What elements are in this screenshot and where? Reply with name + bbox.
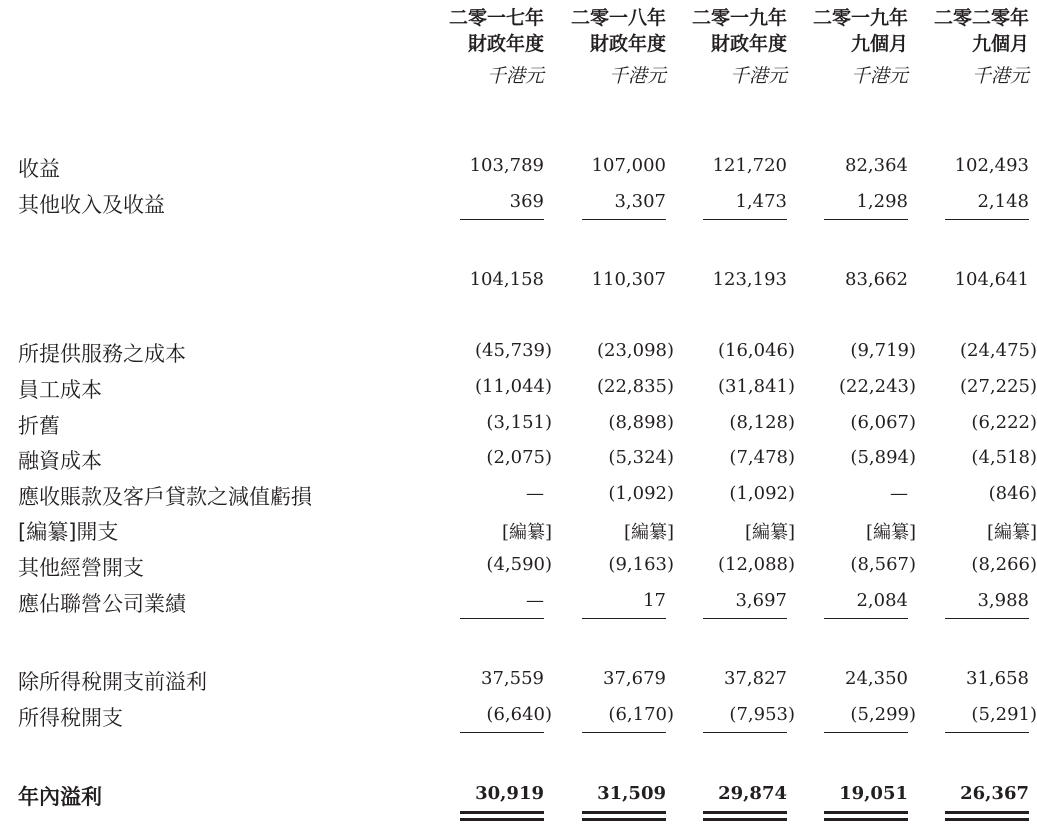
table-cell: 30,919 (475, 783, 544, 804)
table-row (0, 664, 1037, 696)
table-cell: (2,075) (486, 447, 552, 468)
table-row (0, 187, 1037, 219)
column-year: 二零二零年 (933, 7, 1029, 29)
row-label: 其他收入及收益 (18, 193, 165, 217)
table-cell: (8,266) (971, 554, 1037, 575)
table-cell: (4,590) (486, 554, 552, 575)
table-row (0, 700, 1037, 732)
table-cell: (8,567) (850, 554, 916, 575)
table-cell: (6,170) (608, 704, 674, 725)
table-cell: (31,841) (717, 376, 795, 397)
total-double-rule (460, 811, 544, 821)
row-label: 應收賬款及客戶貸款之減值虧損 (18, 485, 312, 509)
table-cell: (8,898) (608, 412, 674, 433)
table-cell: 83,662 (845, 269, 908, 290)
row-label: 應佔聯營公司業績 (18, 592, 186, 616)
row-label: 所提供服務之成本 (18, 342, 186, 366)
table-cell: (1,092) (608, 483, 674, 504)
column-year: 二零一九年 (691, 7, 787, 29)
table-cell: 369 (509, 191, 544, 212)
table-cell: 102,493 (954, 155, 1029, 176)
column-period: 財政年度 (589, 33, 666, 55)
row-label: [編纂]開支 (18, 520, 119, 544)
table-cell: 17 (643, 590, 666, 611)
table-cell: (1,092) (729, 483, 795, 504)
subtotal-rule (703, 219, 787, 220)
table-row (0, 336, 1037, 368)
table-cell: — (890, 483, 908, 504)
total-double-rule (582, 811, 666, 821)
column-header (414, 8, 544, 94)
table-cell: (22,243) (838, 376, 916, 397)
subtotal-rule (703, 732, 787, 733)
table-cell: (27,225) (959, 376, 1037, 397)
column-year: 二零一七年 (448, 7, 544, 29)
table-row (0, 265, 1037, 297)
subtotal-rule (824, 219, 908, 220)
subtotal-rule (945, 732, 1029, 733)
subtotal-rule (824, 732, 908, 733)
table-cell: — (526, 590, 544, 611)
table-cell: [編纂] (623, 522, 674, 543)
table-cell: (11,044) (474, 376, 552, 397)
subtotal-rule (703, 618, 787, 619)
table-cell: 110,307 (591, 269, 666, 290)
table-cell: (5,299) (850, 704, 916, 725)
table-cell: 3,697 (735, 590, 787, 611)
subtotal-rule (945, 618, 1029, 619)
row-label: 折舊 (18, 414, 60, 438)
column-header (536, 8, 666, 94)
column-year: 二零一九年 (812, 7, 908, 29)
table-cell: 104,641 (954, 269, 1029, 290)
table-cell: (23,098) (596, 340, 674, 361)
table-cell: 107,000 (591, 155, 666, 176)
table-cell: (7,953) (729, 704, 795, 725)
table-cell: 26,367 (960, 783, 1029, 804)
table-cell: (22,835) (596, 376, 674, 397)
table-cell: (5,324) (608, 447, 674, 468)
table-cell: (9,719) (850, 340, 916, 361)
table-cell: 1,298 (856, 191, 908, 212)
row-label: 融資成本 (18, 449, 102, 473)
table-cell: (12,088) (717, 554, 795, 575)
column-header (778, 8, 908, 94)
table-cell: (24,475) (959, 340, 1037, 361)
table-row (0, 151, 1037, 183)
table-row (0, 479, 1037, 511)
table-cell: 82,364 (845, 155, 908, 176)
table-cell: [編纂] (865, 522, 916, 543)
table-row (0, 586, 1037, 618)
table-cell: 123,193 (712, 269, 787, 290)
table-cell: 37,679 (603, 668, 666, 689)
table-cell: 29,874 (718, 783, 787, 804)
column-period: 財政年度 (467, 33, 544, 55)
table-cell: (846) (988, 483, 1037, 504)
table-row (0, 514, 1037, 546)
column-unit: 千港元 (608, 65, 666, 87)
subtotal-rule (824, 618, 908, 619)
row-label: 除所得稅開支前溢利 (18, 670, 207, 694)
total-double-rule (824, 811, 908, 821)
table-cell: 1,473 (735, 191, 787, 212)
total-double-rule (945, 811, 1029, 821)
table-cell: (4,518) (971, 447, 1037, 468)
table-cell: (5,291) (971, 704, 1037, 725)
table-cell: (5,894) (850, 447, 916, 468)
table-cell: 103,789 (469, 155, 544, 176)
table-cell: (8,128) (729, 412, 795, 433)
subtotal-rule (582, 219, 666, 220)
table-cell: [編纂] (986, 522, 1037, 543)
subtotal-rule (460, 219, 544, 220)
table-cell: 104,158 (469, 269, 544, 290)
table-row (0, 443, 1037, 475)
table-cell: (7,478) (729, 447, 795, 468)
row-label: 其他經營開支 (18, 556, 144, 580)
table-cell: 37,559 (481, 668, 544, 689)
table-cell: (3,151) (486, 412, 552, 433)
table-cell: 31,658 (966, 668, 1029, 689)
table-cell: (6,222) (971, 412, 1037, 433)
table-row-total (0, 779, 1037, 811)
subtotal-rule (460, 732, 544, 733)
table-cell: 3,988 (977, 590, 1029, 611)
table-cell: [編纂] (744, 522, 795, 543)
table-cell: 24,350 (845, 668, 908, 689)
table-row (0, 408, 1037, 440)
subtotal-rule (945, 219, 1029, 220)
subtotal-rule (582, 732, 666, 733)
column-period: 財政年度 (710, 33, 787, 55)
row-label: 所得稅開支 (18, 706, 123, 730)
column-unit: 千港元 (971, 65, 1029, 87)
subtotal-rule (460, 618, 544, 619)
table-cell: (6,067) (850, 412, 916, 433)
table-cell: 2,148 (977, 191, 1029, 212)
column-unit: 千港元 (729, 65, 787, 87)
table-cell: 121,720 (712, 155, 787, 176)
column-year: 二零一八年 (570, 7, 666, 29)
column-unit: 千港元 (850, 65, 908, 87)
table-cell: 2,084 (856, 590, 908, 611)
table-cell: 37,827 (724, 668, 787, 689)
subtotal-rule (582, 618, 666, 619)
column-header (657, 8, 787, 94)
table-cell: (16,046) (717, 340, 795, 361)
table-cell: [編纂] (501, 522, 552, 543)
column-period: 九個月 (971, 33, 1029, 55)
table-cell: 3,307 (614, 191, 666, 212)
row-label: 年內溢利 (18, 785, 102, 809)
table-row (0, 550, 1037, 582)
table-cell: 19,051 (839, 783, 908, 804)
table-row (0, 372, 1037, 404)
total-double-rule (703, 811, 787, 821)
table-cell: 31,509 (597, 783, 666, 804)
column-unit: 千港元 (486, 65, 544, 87)
row-label: 收益 (18, 157, 60, 181)
table-cell: (45,739) (474, 340, 552, 361)
row-label: 員工成本 (18, 378, 102, 402)
table-cell: — (526, 483, 544, 504)
table-cell: (6,640) (486, 704, 552, 725)
table-cell: (9,163) (608, 554, 674, 575)
column-header (899, 8, 1029, 94)
column-period: 九個月 (850, 33, 908, 55)
